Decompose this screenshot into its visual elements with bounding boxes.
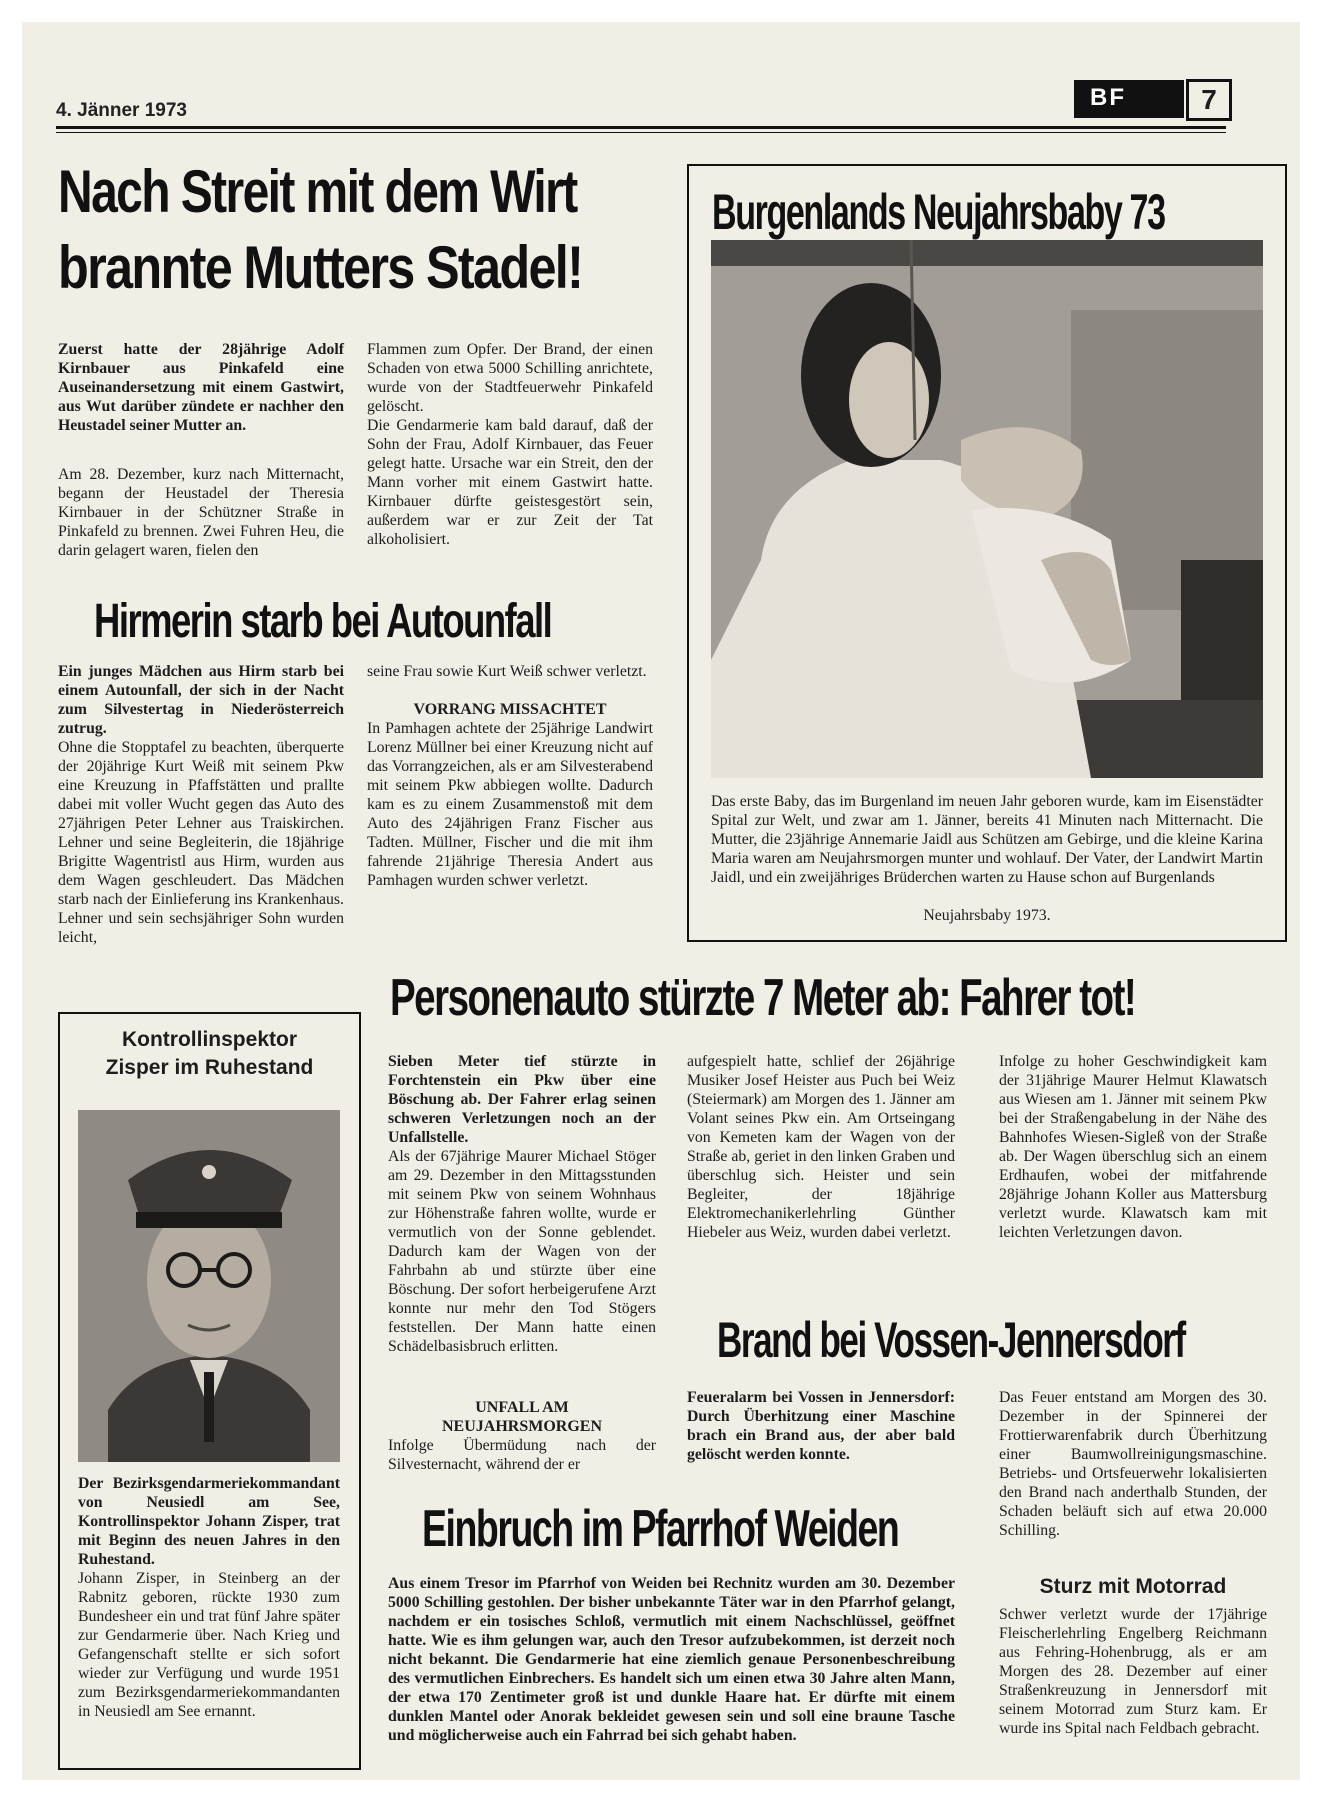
article3-lead: Sieben Meter tief stürzte in Forchtenstein ein Pkw über eine Böschung ab. Der Fahrer erlag seinen schweren Verletzungen noch an der Unfallstelle. bbox=[388, 1053, 656, 1146]
article2-headline: Hirmerin starb bei Autounfall bbox=[94, 595, 552, 648]
article1-lead: Zuerst hatte der 28jährige Adolf Kirnbauer aus Pinkafeld eine Auseinandersetzung mit einem Gastwirt, aus Wut darüber zündete er nachher den Heustadel seiner Mutter an. bbox=[58, 341, 344, 434]
article1-headline-line1: Nach Streit mit dem Wirt bbox=[58, 158, 577, 225]
zisper-photo bbox=[78, 1110, 340, 1462]
baby-box-caption: Das erste Baby, das im Burgenland im neuen Jahr geboren wurde, kam im Eisenstädter Spital zur Welt, und zwar am 1. Jänner, bereits 41 Minuten nach Mitternacht. Die Mutter, die 23jährige Annemarie Jaidl aus Schützen am Gebirge, und die kleine Karina Maria waren am Neujahrsmorgen munter und wohlauf. Der Vater, der Landwirt Martin Jaidl, und ein zweijähriges Brüderchen warten zu Hause schon auf Burgenlands bbox=[711, 793, 1263, 886]
zisper-box-lead: Der Bezirksgendarmeriekommandant von Neusiedl am See, Kontrollinspektor Johann Zisper, trat mit Beginn des neuen Jahres in den Ruhestand. bbox=[78, 1475, 340, 1568]
page-number: 7 bbox=[1186, 79, 1232, 121]
article3-body-col1b: Infolge Übermüdung nach der Silvesternacht, während der er bbox=[388, 1437, 656, 1473]
article2-lead: Ein junges Mädchen aus Hirm starb bei einem Autounfall, der sich in der Nacht zum Silvestertag in Niederösterreich zutrug. bbox=[58, 663, 344, 737]
article2-subhead: VORRANG MISSACHTET bbox=[413, 701, 607, 718]
zisper-box-body: Johann Zisper, in Steinberg an der Rabnitz geboren, rückte 1930 zum Bundesheer ein und trat fünf Jahre später zur Gendarmerie über. Nach Krieg und Gefangenschaft stellte er sich sofort wieder zur Verfügung und wurde 1951 zum Bezirksgendarmeriekommandanten in Neusiedl am See ernannt. bbox=[78, 1570, 340, 1720]
page-date: 4. Jänner 1973 bbox=[56, 100, 187, 121]
article2-body-col1: Ohne die Stopptafel zu beachten, überquerte der 20jährige Kurt Weiß mit seinem Pkw eine Kreuzung in Pfaffstätten und prallte dabei mit voller Wucht gegen das Auto des 27jährigen Peter Lehner aus Traiskirchen. Lehner und seine Begleiterin, die 18jährige Brigitte Wagentristl aus Hirm, wurden aus dem Wagen geschleudert. Das Mädchen starb nach der Einlieferung ins Krankenhaus. Lehner und sein sechsjähriger Sohn wurden leicht, bbox=[58, 739, 344, 946]
article5-headline: Einbruch im Pfarrhof Weiden bbox=[422, 1500, 899, 1558]
article5-body: Aus einem Tresor im Pfarrhof von Weiden bei Rechnitz wurden am 30. Dezember 5000 Schilling gestohlen. Der bisher unbekannte Täter war in den Pfarrhof gelangt, nachdem er ein tosisches Schloß, vermutlich mit einem Nachschlüssel, geöffnet hatte. Wie es ihm gelungen war, auch den Tresor aufzubekommen, ist derzeit noch nicht bekannt. Die Gendarmerie hat eine ziemlich genaue Personenbeschreibung des vermutlichen Einbrechers. Es handelt sich um einen etwa 30 Jahre alten Mann, der etwa 170 Zentimeter groß ist und dunkle Haare hat. Er dürfte mit einem dunklen Mantel oder Anorak bekleidet gewesen sein und soll eine braune Tasche und möglicherweise auch ein Fahrrad bei sich gehabt haben. bbox=[388, 1575, 955, 1744]
article4-body: Das Feuer entstand am Morgen des 30. Dezember in der Spinnerei der Frottierwarenfabrik durch Überhitzung einer Baumwollreinigungsmaschine. Betriebs- und Ortsfeuerwehr lokalisierten den Brand nach anderthalb Stunden, der Schaden beläuft sich auf etwa 20.000 Schilling. bbox=[999, 1389, 1267, 1539]
baby-photo bbox=[711, 240, 1263, 778]
baby-box-headline: Burgenlands Neujahrsbaby 73 bbox=[712, 184, 1165, 240]
article6-body: Schwer verletzt wurde der 17jährige Fleischerlehrling Engelberg Reichmann aus Fehring-Hohenbrugg, als er am Morgen des 28. Dezember auf einer Straßenkreuzung in Jennersdorf mit seinem Motorrad zum Sturz kam. Er wurde ins Spital nach Feldbach gebracht. bbox=[999, 1606, 1267, 1737]
masthead-rule-thin bbox=[56, 132, 1226, 133]
article3-headline: Personenauto stürzte 7 Meter ab: Fahrer tot! bbox=[390, 969, 1136, 1027]
article3-body-col1: Als der 67jährige Maurer Michael Stöger am 29. Dezember in den Mittagsstunden mit seinem Pkw von seinem Wohnhaus zur Höhenstraße fahren wollte, wurde er vermutlich von der Sonne geblendet. Dadurch kam der Wagen von der Fahrbahn ab und stürzte über eine Böschung. Der sofort herbeigerufene Arzt konnte nur mehr den Tod Stögers feststellen. Der Mann hatte einen Schädelbasisbruch erlitten. bbox=[388, 1148, 656, 1355]
officer-portrait-image bbox=[78, 1110, 340, 1462]
article1-body-col1: Am 28. Dezember, kurz nach Mitternacht, begann der Heustadel der Theresia Kirnbauer in der Schützner Straße in Pinkafeld zu brennen. Zwei Fuhren Heu, die darin gelagert waren, fielen den bbox=[58, 466, 344, 559]
article1-body-col2: Flammen zum Opfer. Der Brand, der einen Schaden von etwa 5000 Schilling anrichtete, wurde von der Stadtfeuerwehr Pinkafeld gelöscht. Die Gendarmerie kam bald darauf, daß der Sohn der Frau, Adolf Kirnbauer, das Feuer gelegt hatte. Ursache war ein Streit, den der Mann vorher mit einem Gastwirt hatte. Kirnbauer dürfte geistesgestört sein, außerdem war er zur Zeit der Tat alkoholisiert. bbox=[367, 341, 653, 548]
zisper-box-title-line2: Zisper im Ruhestand bbox=[105, 1056, 314, 1079]
article2-body-col2b: In Pamhagen achtete der 25jährige Landwirt Lorenz Müllner bei einer Kreuzung nicht auf das Vorrangzeichen, als er am Silvesterabend mit seinem Pkw abbiegen wollte. Dadurch kam es zu einem Zusammenstoß mit dem Auto des 24jährigen Franz Fischer aus Tadten. Müllner, Fischer und die mit ihm fahrende 21jährige Theresia Andert aus Pamhagen wurden schwer verletzt. bbox=[367, 720, 653, 889]
article6-headline: Sturz mit Motorrad bbox=[1039, 1575, 1227, 1598]
article3-body-col3: Infolge zu hoher Geschwindigkeit kam der 31jährige Maurer Helmut Klawatsch aus Wiesen am 1. Jänner mit seinem Pkw bei der Straßengabelung in der Nähe des Bahnhofes Wiesen-Sigleß von der Straße ab. Der Wagen überschlug sich an einem Erdhaufen, wobei der mitfahrende 28jährige Johann Koller aus Mattersburg verletzt wurde. Klawatsch kam mit leichten Verletzungen davon. bbox=[999, 1053, 1267, 1241]
article4-lead: Feueralarm bei Vossen in Jennersdorf: Durch Überhitzung einer Maschine brach ein Brand aus, der aber bald gelöscht werden konnte. bbox=[687, 1389, 955, 1463]
article1-headline-line2: brannte Mutters Stadel! bbox=[58, 234, 583, 301]
article3-body-col2: aufgespielt hatte, schlief der 26jährige Musiker Josef Heister aus Puch bei Weiz (Steiermark) am Morgen des 1. Jänner am Volant seines Pkw ein. Am Ortseingang von Kemeten kam der Wagen von der Straße ab, geriet in den linken Graben und überschlug sich. Heister und sein Begleiter, der 18jährige Elektromechanikerlehrling Günther Hiebeler aus Weiz, wurden dabei verletzt. bbox=[687, 1053, 955, 1241]
zisper-box-title-line1: Kontrollinspektor bbox=[121, 1028, 297, 1051]
article4-headline: Brand bei Vossen-Jennersdorf bbox=[717, 1312, 1185, 1368]
article3-subhead: UNFALL AM NEUJAHRSMORGEN bbox=[441, 1399, 602, 1435]
section-label: BF bbox=[1090, 84, 1126, 111]
article2-body-col2a: seine Frau sowie Kurt Weiß schwer verletzt. bbox=[367, 663, 647, 680]
baby-box-caption-last: Neujahrsbaby 1973. bbox=[923, 907, 1051, 924]
masthead-rule bbox=[56, 126, 1226, 129]
mother-and-baby-image bbox=[711, 240, 1263, 778]
newspaper-page bbox=[22, 22, 1300, 1780]
